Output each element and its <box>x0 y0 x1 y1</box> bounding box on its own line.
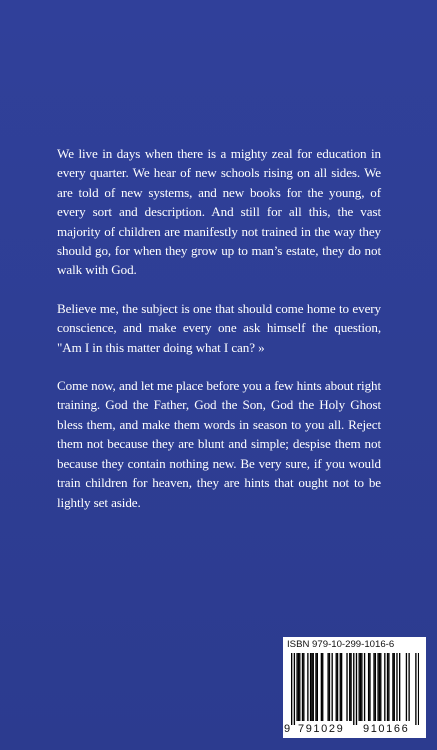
barcode-bar <box>396 653 397 721</box>
barcode-bar <box>388 653 389 721</box>
barcode-bars <box>291 653 419 725</box>
barcode-digits-right: 910166 <box>363 723 410 735</box>
barcode-bar <box>291 653 292 725</box>
isbn-barcode-box <box>283 637 426 738</box>
barcode-bar <box>327 653 328 721</box>
blurb-paragraph-1: We live in days when there is a mighty zeal for education in every quarter. We hear of new schools rising on all sides. We are told of new systems, and new books for the young, of every sort and description. And still for all this, the vast majority of children are manifestly not trained in the way they should go, for when they grow up to man’s estate, they do not walk with God. <box>57 146 381 278</box>
barcode-bar <box>361 653 362 721</box>
barcode-bar <box>408 653 409 721</box>
barcode-bar <box>350 653 351 721</box>
barcode-bar <box>307 653 308 721</box>
barcode-bar <box>387 653 388 721</box>
barcode-digits-left: 791029 <box>298 723 345 735</box>
barcode-bar <box>353 653 354 725</box>
isbn-label: ISBN 979-10-299-1016-6 <box>287 639 395 650</box>
barcode-bar <box>392 653 393 721</box>
blurb-paragraph-2: Believe me, the subject is one that should come home to every conscience, and make every one ask himself the question, "Am I in this matter doing what I can? » <box>57 300 381 355</box>
barcode-bar <box>321 653 322 721</box>
barcode-bar <box>346 653 347 721</box>
barcode-bar <box>310 653 311 721</box>
barcode-bar <box>299 653 300 721</box>
barcode-bar <box>394 653 395 721</box>
barcode-bar <box>317 653 318 721</box>
barcode-bar <box>359 653 360 721</box>
barcode-bar <box>406 653 407 721</box>
barcode-bar <box>296 653 297 721</box>
barcode-bar <box>337 653 338 721</box>
barcode-bar <box>302 653 303 721</box>
barcode-digit-first: 9 <box>284 723 292 735</box>
barcode-bar <box>311 653 312 721</box>
barcode-bar <box>399 653 400 721</box>
barcode-bar <box>294 653 295 725</box>
barcode-bar <box>368 653 369 721</box>
barcode-bar <box>364 653 365 721</box>
barcode-bar <box>384 653 385 721</box>
barcode-bar <box>418 653 419 725</box>
barcode-bar <box>303 653 304 721</box>
barcode-bar <box>341 653 342 721</box>
barcode-bar <box>313 653 314 721</box>
barcode-bar <box>332 653 333 721</box>
barcode-bar <box>315 653 316 721</box>
barcode-bar <box>377 653 378 721</box>
barcode-bar <box>379 653 380 721</box>
barcode-bar <box>336 653 337 721</box>
barcode-bar <box>329 653 330 721</box>
barcode-bar <box>415 653 416 725</box>
barcode-bar <box>340 653 341 721</box>
barcode-bar <box>322 653 323 721</box>
barcode-bar <box>380 653 381 721</box>
barcode-bar <box>298 653 299 721</box>
barcode-bar <box>356 653 357 725</box>
barcode-bar <box>349 653 350 721</box>
barcode-bar <box>375 653 376 721</box>
barcode-bar <box>360 653 361 721</box>
blurb-text <box>57 144 381 531</box>
barcode-bar <box>373 653 374 721</box>
barcode-bar <box>369 653 370 721</box>
blurb-paragraph-3: Come now, and let me place before you a few hints about right training. God the Father, God the Son, God the Holy Ghost bless them, and make them words in season to you all. Reject them not because they are blunt and simple; despise them not because they contain nothing new. Be very sure, if you would train children for heaven, they are hints that ought not to be lightly set aside. <box>57 378 381 510</box>
